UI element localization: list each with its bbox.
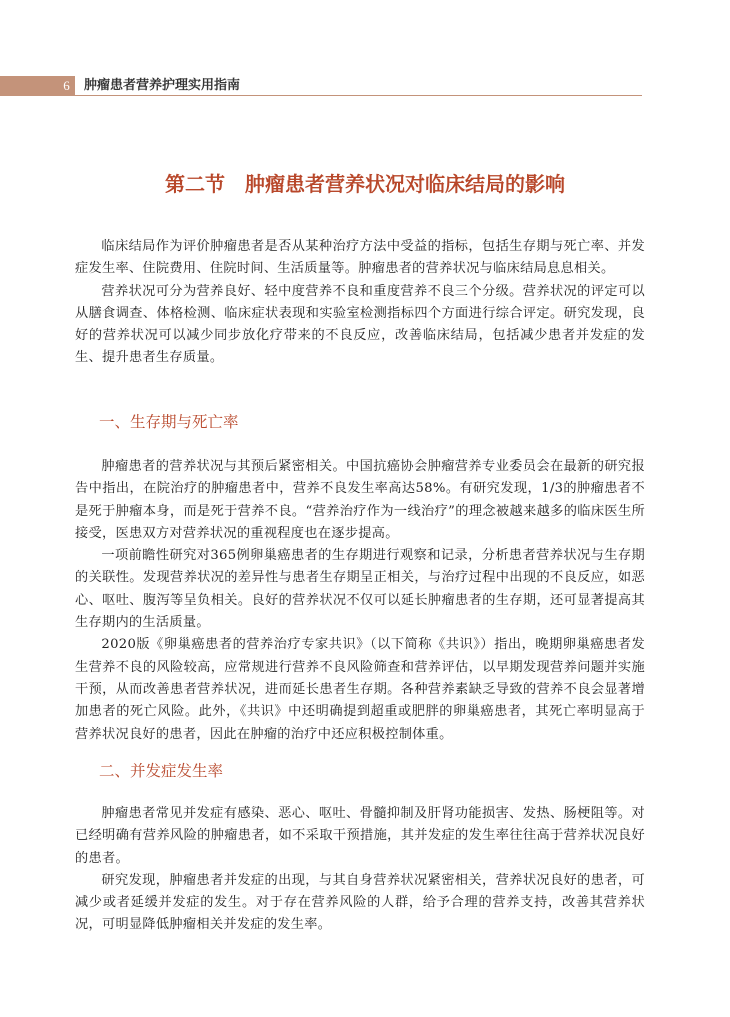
- subsection-heading-complications: 二、并发症发生率: [99, 762, 224, 780]
- intro-block: [75, 236, 645, 370]
- section-title: 第二节 肿瘤患者营养状况对临床结局的影响: [165, 172, 565, 196]
- paragraph: 营养状况可分为营养良好、轻中度营养不良和重度营养不良三个分级。营养状况的评定可以从膳食调查、体格检测、临床症状表现和实验室检测指标四个方面进行综合评定。研究发现，良好的营养状况可以减少同步放化疗带来的不良反应，改善临床结局，包括减少患者并发症的发生、提升患者生存质量。: [75, 283, 645, 366]
- page-number: 6: [63, 78, 70, 93]
- paragraph: 肿瘤患者常见并发症有感染、恶心、呕吐、骨髓抑制及肝肾功能损害、发热、肠梗阻等。对已经明确有营养风险的肿瘤患者，如不采取干预措施，其并发症的发生率往往高于营养状况良好的患者。: [75, 806, 645, 866]
- paragraph: 一项前瞻性研究对365例卵巢癌患者的生存期进行观察和记录，分析患者营养状况与生存期的关联性。发现营养状况的差异性与患者生存期呈正相关，与治疗过程中出现的不良反应，如恶心、呕吐、腹泻等呈负相关。良好的营养状况不仅可以延长肿瘤患者的生存期，还可显著提高其生存期内的生活质量。: [75, 548, 645, 631]
- running-title: 肿瘤患者营养护理实用指南: [84, 78, 241, 93]
- paragraph: 肿瘤患者的营养状况与其预后紧密相关。中国抗癌协会肿瘤营养专业委员会在最新的研究报告中指出，在院治疗的肿瘤患者中，营养不良发生率高达58%。有研究发现，1/3的肿瘤患者不是死于肿瘤本身，而是死于营养不良。“营养治疗作为一线治疗”的理念被越来越多的临床医生所接受，医患双方对营养状况的重视程度也在逐步提高。: [75, 459, 645, 541]
- paragraph: 研究发现，肿瘤患者并发症的出现，与其自身营养状况紧密相关，营养状况良好的患者，可减少或者延缓并发症的发生。对于存在营养风险的人群，给予合理的营养支持，改善其营养状况，可明显降低肿瘤相关并发症的发生率。: [75, 872, 645, 933]
- header-rule: [75, 95, 642, 96]
- paragraph: 临床结局作为评价肿瘤患者是否从某种治疗方法中受益的指标，包括生存期与死亡率、并发症发生率、住院费用、住院时间、生活质量等。肿瘤患者的营养状况与临床结局息息相关。: [75, 239, 645, 277]
- subsection-heading-survival: 一、生存期与死亡率: [99, 413, 239, 431]
- survival-block: [75, 456, 645, 746]
- paragraph: 2020版《卵巢癌患者的营养治疗专家共识》（以下简称《共识》）指出，晚期卵巢癌患者发生营养不良的风险较高，应常规进行营养不良风险筛查和营养评估，以早期发现营养问题并实施干预，从而改善患者营养状况，进而延长患者生存期。各种营养素缺乏导致的营养不良会显著增加患者的死亡风险。此外，《共识》中还明确提到超重或肥胖的卵巢癌患者，其死亡率明显高于营养状况良好的患者，因此在肿瘤的治疗中还应积极控制体重。: [75, 637, 645, 742]
- complications-block: [75, 803, 645, 937]
